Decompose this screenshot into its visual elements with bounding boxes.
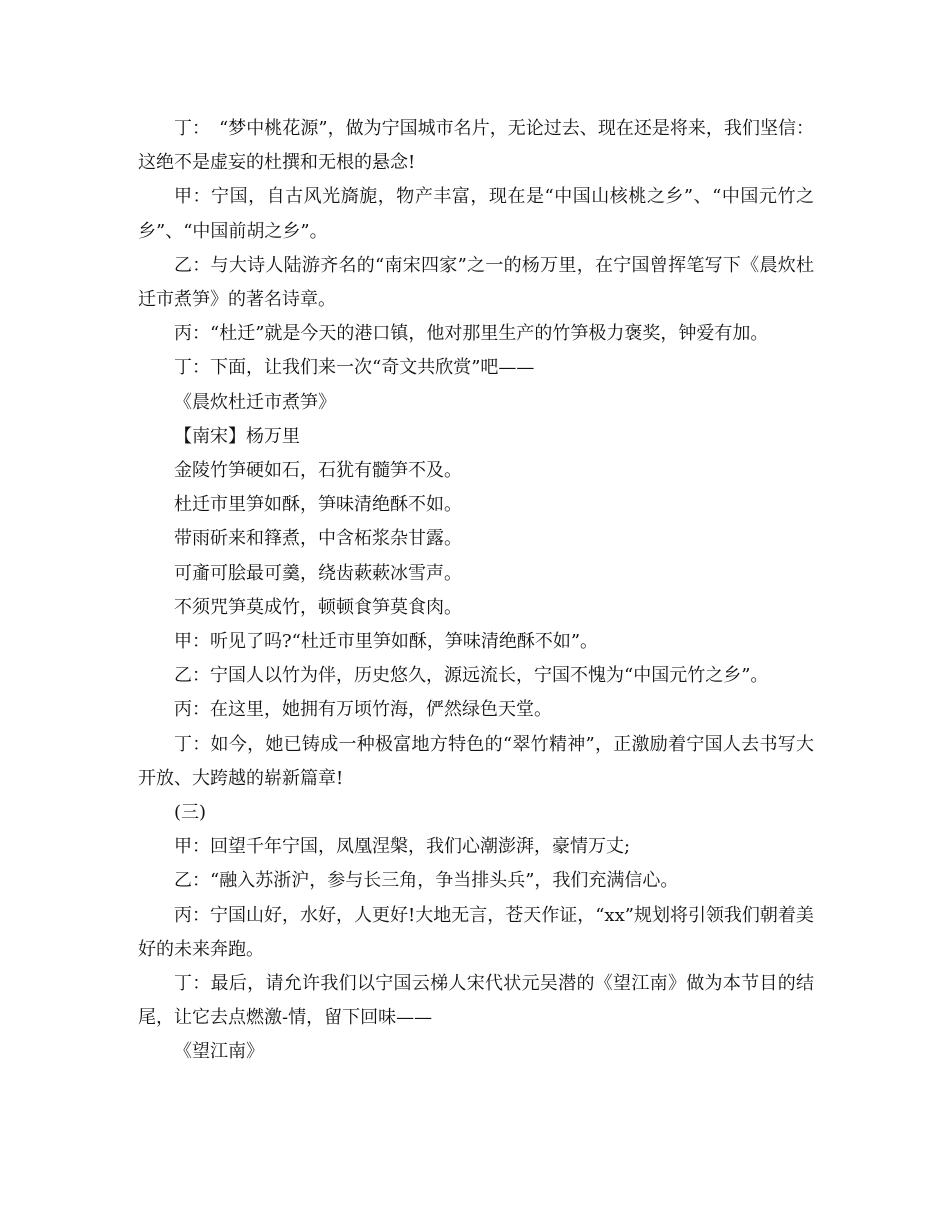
section-heading-three: (三) — [174, 802, 207, 824]
paragraph-bing-2: 丙：在这里，她拥有万顷竹海，俨然绿色天堂。 — [174, 699, 552, 721]
poem-title: 《晨炊杜迁市煮笋》 — [174, 391, 336, 413]
paragraph-yi-1: 乙：与大诗人陆游齐名的“南宋四家”之一的杨万里，在宁国曾挥笔写下《晨炊杜迁市煮笋》的著名诗章。 — [138, 254, 814, 311]
document-body — [138, 112, 814, 1070]
paragraph-ding-2: 丁：下面，让我们来一次“奇文共欣赏”吧—— — [174, 357, 535, 379]
paragraph-bing-3: 丙：宁国山好，水好，人更好!大地无言，苍天作证，“xx”规划将引领我们朝着美 — [174, 904, 814, 926]
poem-line-4: 可齑可脍最可羹，绕齿蔌蔌冰雪声。 — [174, 562, 462, 584]
paragraph-ding-1: 丁： “梦中桃花源”，做为宁国城市名片，无论过去、现在还是将来，我们坚信：这绝不是虚妄的杜撰和无根的悬念! — [138, 118, 814, 174]
poem-author: 【南宋】杨万里 — [174, 425, 300, 447]
poem-line-5: 不须咒笋莫成竹，顿顿食笋莫食肉。 — [174, 596, 462, 618]
paragraph-ding-4: 丁：最后，请允许我们以宁国云梯人宋代状元吴潜的《望江南》做为本节目的结尾，让它去点燃激-情，留下回味—— — [138, 973, 814, 1029]
poem-line-2: 杜迁市里笋如酥，笋味清绝酥不如。 — [174, 494, 462, 516]
paragraph-yi-3: 乙：“融入苏浙沪，参与长三角，争当排头兵”，我们充满信心。 — [174, 870, 679, 892]
paragraph-jia-1: 甲：宁国，自古风光旖旎，物产丰富，现在是“中国山核桃之乡”、“中国元竹之乡”、“中国前胡之乡”。 — [138, 186, 814, 242]
paragraph-yi-2: 乙：宁国人以竹为伴，历史悠久，源远流长，宁国不愧为“中国元竹之乡”。 — [174, 665, 769, 687]
paragraph-ding-3: 丁：如今，她已铸成一种极富地方特色的“翠竹精神”，正激励着宁国人去书写大开放、大跨越的崭新篇章! — [138, 733, 814, 789]
paragraph-bing-1: 丙：“杜迁”就是今天的港口镇，他对那里生产的竹笋极力褒奖，钟爱有加。 — [174, 323, 769, 345]
poem-line-1: 金陵竹笋硬如石，石犹有髓笋不及。 — [174, 460, 462, 482]
poem-line-3: 带雨斫来和箨煮，中含柘浆杂甘露。 — [174, 528, 462, 550]
paragraph-jia-3: 甲：回望千年宁国，凤凰涅槃，我们心潮澎湃，豪情万丈; — [174, 836, 631, 858]
closing-poem-title: 《望江南》 — [174, 1041, 264, 1063]
paragraph-jia-2: 甲：听见了吗?“杜迁市里笋如酥，笋味清绝酥不如”。 — [174, 631, 599, 653]
paragraph-bing-3-continued: 好的未来奔跑。 — [138, 938, 264, 960]
